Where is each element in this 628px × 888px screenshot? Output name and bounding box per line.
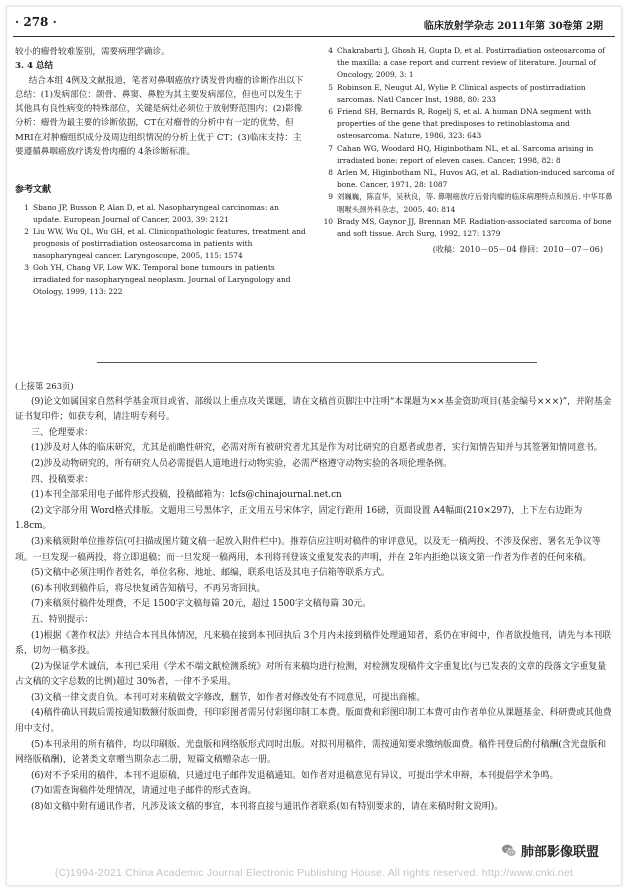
notice-line: (9)论文如属国家自然科学基金项目或省、部级以上重点攻关课题，请在文稿首页脚注中注明“本课题为××基金资助项目(基金编号×××)”，并附基金证书复印件；如获专利，请注明专利号。 (15, 396, 612, 423)
reference-number: 3 (24, 262, 29, 272)
watermark-text: 肺部影像联盟 (520, 845, 599, 860)
reference-number: 8 (328, 168, 333, 178)
reference-number: 1 (24, 202, 29, 212)
reference-text: Sbano JP, Busson P, Alan D, et al. Nasopharyngeal carcinomas: an update. European Journal of Cancer, 2003, 39: 2121 (33, 202, 279, 224)
reference-text: Cahan WG, Woodard HQ, Higinbotham NL, et al. Sarcoma arising in irradiated bone: report of eleven cases. Cancer, 1998, 82: 8 (337, 143, 594, 165)
received-revised-dates: (收稿：2010－05－04 修回：2010－07－06) (432, 245, 603, 255)
reference-number: 6 (328, 107, 333, 117)
section-heading: 3. 4 总结 (15, 61, 54, 72)
notice-line: (3)来稿须附单位推荐信(可扫描成图片随文稿一起放入附件栏中)。推荐信应注明对稿件的审评意见，以及无一稿两投、不涉及保密、署名无争议等项。一旦发现一稿两投，将立即退稿；而一旦发现一稿两用，本刊将刊登该文重复发表的声明，并在 2年内拒绝以该文第一作者为作者的任何来稿。 (15, 536, 601, 563)
reference-number: 2 (24, 226, 29, 236)
reference-number: 5 (328, 82, 333, 92)
right-reference-list (319, 45, 615, 240)
notice-body (15, 395, 613, 816)
notice-line: (4)稿件确认刊载后需按通知数额付版面费，刊印彩图者需另付彩图印制工本费。版面费和彩图印制工本费可由作者单位从课题基金、科研费或其他费用中支付。 (15, 708, 612, 735)
watermark (497, 840, 603, 861)
reference-item (319, 167, 615, 191)
header-rule (13, 36, 615, 37)
notice-line: 五、特别提示： (31, 614, 94, 625)
reference-text: Arlen M, Higinbotham NL, Huvos AG, et al. Radiation-induced sarcoma of bone. Cancer, 1971, 28: 1087 (337, 168, 615, 190)
notice-line: (3)文稿一律文责自负。本刊可对来稿做文字修改，删节，如作者对修改处有不同意见，可提出商榷。 (31, 692, 426, 703)
notice-line: (1)根据《著作权法》并结合本刊具体情况，凡来稿在接到本刊回执后 3个月内未接到稿件处理通知者，系仍在审阅中，作者欲投他刊，请先与本刊联系，切勿一稿多投。 (15, 630, 612, 657)
reference-text: Friend SH, Bernards R, Rogelj S, et al. A human DNA segment with properties of the gene that predisposes to retinoblastoma and osteosarcoma. Nature, 1986, 323: 643 (337, 107, 591, 141)
reference-item (15, 202, 307, 226)
reference-text: Liu WW, Wu QL, Wu GH, et al. Clinicopathologic features, treatment and prognosis of postirradiation osteosarcoma in patients with nasopharyngeal cancer. Laryngoscope, 2005, 115: 1574 (33, 226, 306, 260)
reference-text: Brady MS, Gaynor JJ, Brennan MF. Radiation-associated sarcoma of bone and soft tissue. Arch Surg, 1992, 127: 1379 (337, 216, 612, 239)
left-reference-list (15, 202, 307, 298)
reference-number: 9 (328, 192, 333, 202)
page-header (13, 15, 615, 33)
references-title: 参考文献 (15, 185, 52, 196)
notice-line: (1)本刊全部采用电子邮件形式投稿，投稿邮箱为：lcfs@chinajournal.net.cn (31, 490, 342, 501)
summary-paragraph: 结合本组 4例及文献报道，笔者对鼻咽癌放疗诱发骨肉瘤的诊断作出以下总结：(1)发病部位：颌骨、鼻窦、鼻腔为其主要发病部位，但也可以发生于其他具有良性病变的特殊部位，关键是病灶必须位于放射野范围内；(2)影像分析：瘤骨为最主要的诊断依据，CT在对瘤骨的分析中有一定的优势，但 MRI在对肿瘤组织成分及周边组织情况的分析上优于 CT；(3)临床支持：主要遵循鼻咽癌放疗诱发骨肉瘤的 4条诊断标准。 (15, 75, 304, 158)
notice-line: (1)涉及对人体的临床研究，尤其是前瞻性研究，必需对所有被研究者尤其是作为对比研究的自愿者或患者，实行知情告知并与其签署知情同意书。 (31, 443, 603, 454)
wechat-logo-icon (501, 843, 517, 859)
reference-item (319, 82, 615, 106)
reference-number: 7 (328, 143, 333, 153)
submission-notice (15, 379, 613, 816)
reference-text: 刘巍巍，陈直华，吴秋良，等. 鼻咽癌放疗后骨肉瘤的临床病理特点和预后. 中华耳鼻咽喉头颈外科杂志，2005, 40: 814 (337, 192, 613, 214)
reference-text: Robinson E, Neugut AI, Wylie P. Clinical aspects of postirradiation sarcomas. Natl Cancer Inst, 1988, 80: 233 (337, 82, 586, 104)
reference-text: Goh YH, Chang VF, Low WK. Temporal bone tumours in patients irradiated for nasopharyngeal neoplasm. Journal of Laryngology and Otology, 1999, 113: 222 (33, 262, 291, 296)
page-number: · 278 · (15, 15, 57, 29)
journal-title: 临床放射学杂志 2011年第 30卷第 2期 (423, 21, 603, 32)
reference-item (319, 45, 615, 82)
journal-page (6, 6, 622, 886)
notice-line: (2)为保证学术诚信，本刊已采用《学术不端文献检测系统》对所有来稿均进行检测，对检测发现稿件文字重复比(与已发表的文章的段落文字重复量占文稿的文字总数的比例)超过 30%者，一律不予采用。 (15, 661, 607, 688)
reference-item (319, 143, 615, 167)
notice-line: (8)如文稿中附有通讯作者，凡涉及该文稿的事宜，本刊将直接与通讯作者联系(如有特别要求的，请在来稿时附文说明)。 (31, 802, 504, 813)
notice-line: (7)来稿须付稿件处理费，不足 1500字文稿每篇 20元，超过 1500字文稿每篇 30元。 (31, 599, 372, 610)
notice-line: 四、投稿要求： (31, 474, 94, 485)
copyright-footer: (C)1994-2021 China Academic Journal Electronic Publishing House. All rights reserved. http://www.cnki.net (54, 867, 574, 879)
notice-line: (2)文字部分用 Word格式排版。文题用三号黑体字，正文用五号宋体字，固定行距用 16磅，页面设置 A4幅面(210×297)，上下左右边距为 1.8cm。 (15, 505, 583, 532)
reference-number: 4 (328, 46, 333, 55)
reference-item (319, 216, 615, 240)
notice-line: (5)文稿中必须注明作者姓名，单位名称、地址、邮编，联系电话及其电子信箱等联系方式。 (31, 568, 390, 579)
left-column (15, 45, 307, 298)
continuation-text: 较小的瘤骨较难鉴别，需要病理学确诊。 (15, 47, 170, 57)
continued-from: (上接第 263页) (15, 381, 74, 391)
notice-line: (6)对不予采用的稿件，本刊不退原稿，只通过电子邮件发退稿通知。如作者对退稿意见有异议，可提出学术申辩，本刊提倡学术争鸣。 (31, 770, 559, 781)
notice-line: (6)本刊收到稿件后，将尽快复函告知稿号，不再另寄回执。 (31, 583, 266, 594)
notice-line: 三、伦理要求： (31, 427, 94, 438)
reference-number: 10 (323, 216, 333, 226)
reference-item (15, 226, 307, 262)
reference-item (15, 262, 307, 298)
reference-item (319, 106, 615, 143)
reference-text: Chakrabarti J, Ghosh H, Gupta D, et al. Postirradiation osteosarcoma of the maxilla: a case report and current review of literature. Journal of Oncology, 2009, 3: 1 (337, 46, 606, 80)
notice-line: (2)涉及动物研究的，所有研究人员必需提倡人道地进行动物实验，必需严格遵守动物实验的各项伦理条例。 (31, 458, 452, 469)
notice-line: (5)本刊录用的所有稿件，均以印刷版、光盘版和网络版形式同时出版。对拟刊用稿件，需按通知要求缴纳版面费。稿件刊登后酌付稿酬(含光盘版和网络版稿酬)，论著类文章赠当期杂志二册，短篇文稿赠杂志一册。 (15, 739, 607, 766)
section-divider (97, 362, 537, 363)
reference-item (319, 191, 615, 215)
right-column (319, 45, 615, 258)
notice-line: (7)如需查询稿件处理情况，请通过电子邮件的形式查询。 (31, 786, 257, 797)
